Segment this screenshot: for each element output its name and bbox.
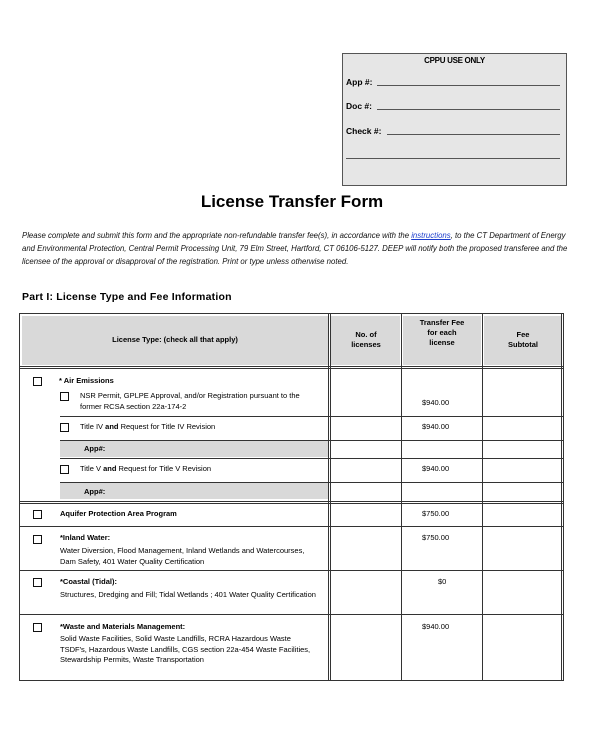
- waste-checkbox[interactable]: [33, 623, 42, 632]
- header-num-licenses: No. of licenses: [351, 330, 381, 349]
- air-emissions-label: * Air Emissions: [59, 376, 114, 385]
- header-license-type: License Type: (check all that apply): [112, 335, 238, 344]
- row-line-air-b: [20, 503, 563, 504]
- title-v-revision: Request for Title V Revision: [118, 464, 212, 473]
- row-line-title-v: [60, 482, 563, 483]
- inland-water-title: *Inland Water:: [60, 533, 111, 542]
- title-iv-and: and: [103, 422, 121, 431]
- check-number-label: Check #:: [346, 126, 382, 136]
- air-emissions-checkbox[interactable]: [33, 377, 42, 386]
- license-fee-table: [19, 313, 564, 681]
- aquifer-label: Aquifer Protection Area Program: [60, 509, 177, 518]
- coastal-title: *Coastal (Tidal):: [60, 577, 117, 586]
- instructions-link[interactable]: instructions: [411, 231, 451, 240]
- row-line-title-iv: [60, 440, 563, 441]
- blank-line[interactable]: [346, 158, 560, 159]
- title-v-and: and: [100, 464, 119, 473]
- part-1-title: Part I: License Type and Fee Information: [22, 291, 232, 303]
- doc-number-label: Doc #:: [346, 101, 372, 111]
- app-label-1: App#:: [84, 444, 106, 453]
- nsr-label: NSR Permit, GPLPE Approval, and/or Registration pursuant to the former RCSA section 22a-174-2: [80, 391, 300, 411]
- aquifer-fee: $750.00: [422, 509, 450, 518]
- header-fee-subtotal: Fee Subtotal: [508, 330, 538, 349]
- waste-desc: Solid Waste Facilities, Solid Waste Landfills, RCRA Hazardous Waste TSDF's, Hazardous Waste Landfills, CGS section 22a-454 Waste Facilities, Stewardship Permits, Waste Transportation: [60, 634, 311, 664]
- inland-water-fee: $750.00: [422, 533, 450, 542]
- waste-title: *Waste and Materials Management:: [60, 622, 186, 631]
- row-line-nsr: [60, 416, 563, 417]
- app-label-2: App#:: [84, 487, 106, 496]
- title-iv-revision: Request for Title IV Revision: [120, 422, 216, 431]
- title-v-checkbox[interactable]: [60, 465, 69, 474]
- intro-text-2: , to the CT Department of Energy and Environmental Protection, Central Permit Processing Unit, 79 Elm Street, Hartford, CT 06106-5127. DEEP will notify both the proposed transferee and the licensee of the approval or disapproval of the registration. Print or type unless otherwise noted.: [22, 231, 568, 266]
- waste-fee: $940.00: [422, 622, 450, 631]
- title-v-fee: $940.00: [422, 464, 450, 473]
- inland-water-desc: Water Diversion, Flood Management, Inland Wetlands and Watercourses, Dam Safety, 401 Water Quality Certification: [60, 546, 305, 566]
- title-v-text: Title V: [80, 464, 101, 473]
- title-iv-checkbox[interactable]: [60, 423, 69, 432]
- coastal-checkbox[interactable]: [33, 578, 42, 587]
- title-iv-label: [80, 422, 215, 433]
- app-number-line[interactable]: [377, 85, 560, 86]
- row-line-aquifer: [20, 526, 563, 527]
- intro-text-1: Please complete and submit this form and the appropriate non-refundable transfer fee(s), in accordance with the: [22, 231, 412, 240]
- title-v-label: [80, 464, 211, 475]
- row-line-app1: [60, 458, 563, 459]
- aquifer-checkbox[interactable]: [33, 510, 42, 519]
- row-line-coastal: [20, 614, 563, 615]
- coastal-fee: $0: [438, 577, 447, 586]
- office-use-box: [342, 53, 567, 186]
- row-line-air: [20, 501, 563, 502]
- inland-water-checkbox[interactable]: [33, 535, 42, 544]
- office-use-header: CPPU USE ONLY: [424, 56, 485, 65]
- row-line-header-b: [20, 368, 563, 369]
- header-transfer-fee: Transfer Fee for each license: [419, 318, 465, 347]
- doc-number-line[interactable]: [377, 109, 560, 110]
- nsr-fee: $940.00: [422, 398, 450, 407]
- form-title: License Transfer Form: [200, 192, 384, 211]
- row-line-inland: [20, 570, 563, 571]
- check-number-line[interactable]: [387, 134, 560, 135]
- row-line-header: [20, 366, 563, 367]
- title-iv-fee: $940.00: [422, 422, 450, 431]
- intro-paragraph: [22, 229, 570, 268]
- nsr-checkbox[interactable]: [60, 392, 69, 401]
- coastal-desc: Structures, Dredging and Fill; Tidal Wetlands ; 401 Water Quality Certification: [60, 590, 316, 599]
- title-iv-text: Title IV: [80, 422, 104, 431]
- app-number-label: App #:: [346, 77, 373, 87]
